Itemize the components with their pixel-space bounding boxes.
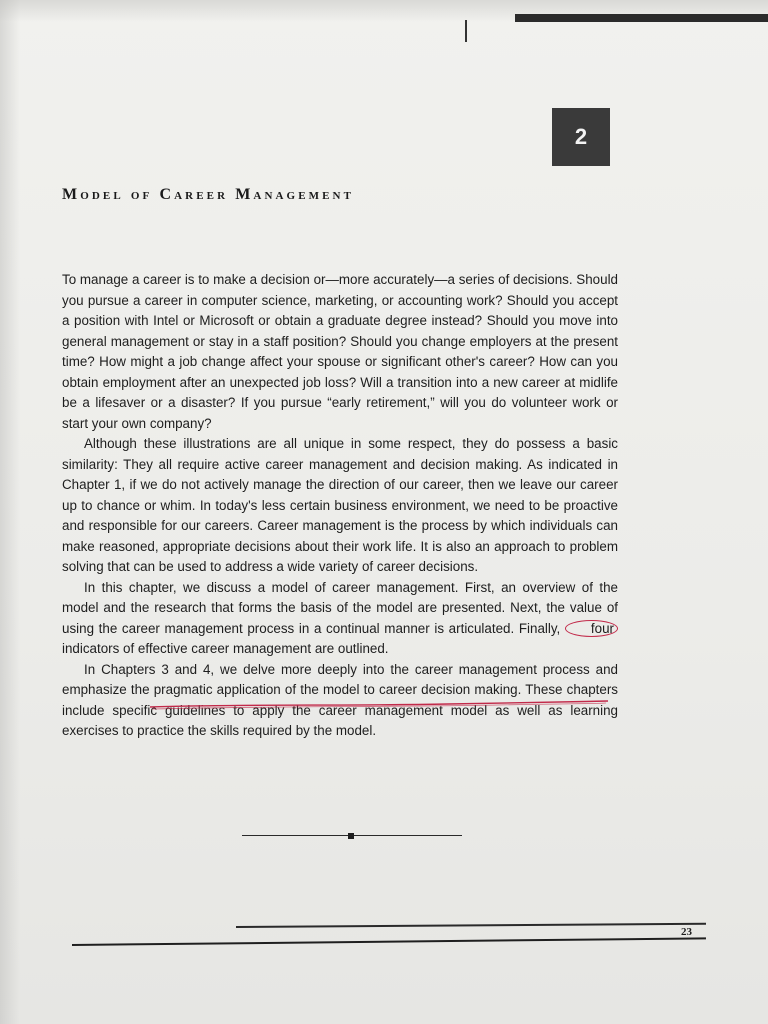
paragraph-3-after: indicators of effective career management are outlined. [62,641,389,656]
divider-ornament-dot [348,833,354,839]
page-number: 23 [681,926,692,938]
chapter-title: Model of Career Management [62,186,355,203]
paragraph-2: Although these illustrations are all unique in some respect, they do possess a basic similarity: They all require active career management and decision making. As indicated in Chapter 1, if we do not actively manage the direction of our career, then we leave our career up to chance or whim. In today's less certain business environment, we need to be proactive and responsible for our careers. Career management is the process by which individuals can make reasoned, appropriate decisions about their work life. It is also an approach to problem solving that can be used to address a wide variety of career decisions. [62,436,618,574]
red-pen-underline [148,699,610,711]
chapter-number-box [552,108,610,166]
paragraph-4: In Chapters 3 and 4, we delve more deeply into the career management process and emphasize the pragmatic application of the model to career decision making. These chapters include specific guidelines to apply the career management model as well as learning exercises to practice the skills required by the model. [62,661,618,738]
footer-rule [72,937,706,946]
chapter-number: 2 [574,124,588,149]
chapter-body [62,270,618,742]
section-divider [242,830,462,842]
paragraph-3-before: In this chapter, we discuss a model of career management. First, an overview of the model and the research that forms the basis of the model are presented. Next, the value of using the career management process in a continual manner is articulated. Finally, [62,579,618,636]
footer-rule-upper [236,923,706,928]
paragraph-3 [62,578,618,660]
scan-edge-shadow [515,14,768,22]
page-left-shadow [0,0,20,1024]
binder-mark [465,20,467,42]
paragraph-1: To manage a career is to make a decision or—more accurately—a series of decisions. Should you pursue a career in computer science, marketing, or accounting work? Should you accept a position with Intel or Microsoft or obtain a graduate degree instead? Should you move into general management or stay in a staff position? Should you change employers at the present time? How might a job change affect your spouse or significant other's career? How can you obtain employment after an unexpected job loss? Will a transition into a new career at midlife be a lifesaver or a disaster? If you pursue “early retirement,” will you do volunteer work or start your own company? [62,272,618,431]
circled-word: four [565,620,618,637]
